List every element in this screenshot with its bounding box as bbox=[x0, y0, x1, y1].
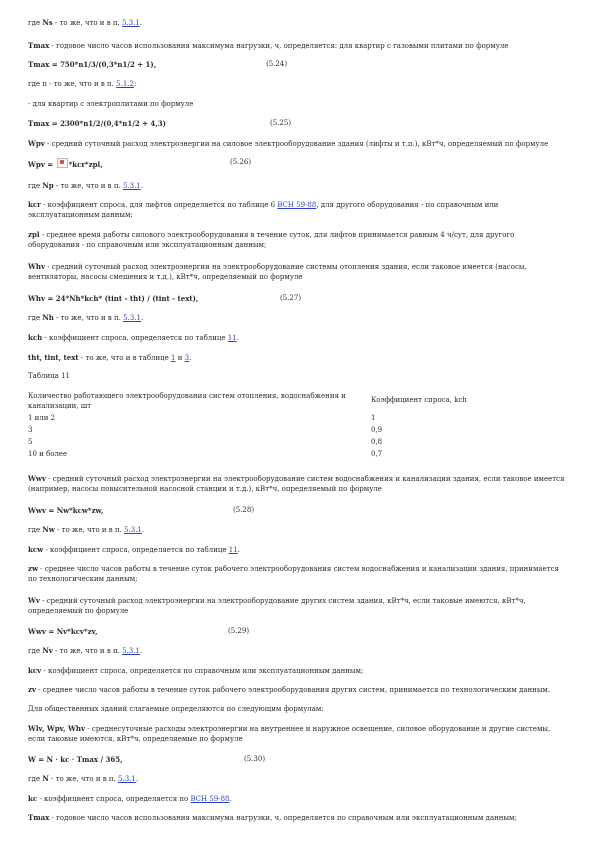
paragraph-whv-definition: Whv - средний суточный расход электроэнергии на электрооборудование системы отопления здания, если таковое имеется (насосы, вентиляторы, насосы смешения и т.д.), кВт*ч, определяемый по формуле bbox=[28, 262, 527, 281]
table-cell: 0,8 bbox=[371, 438, 383, 446]
link-5-3-1[interactable]: 5.3.1 bbox=[121, 19, 140, 27]
symbol-zpl: zpl bbox=[28, 230, 40, 239]
paragraph-n-reference: где n - то же, что и в п. 5.1.2; bbox=[28, 80, 137, 88]
paragraph-tmax-reference: Tmax - годовое число часов использования максимума нагрузки, ч, определяется по справочным или эксплуатационным данным; bbox=[28, 813, 517, 822]
link-table-11[interactable]: 11 bbox=[228, 546, 238, 554]
formula-text: W = N · kc · Tmax / 365, bbox=[28, 755, 123, 764]
symbol-wpv: Wpv bbox=[46, 724, 64, 733]
symbol-wv: Wv bbox=[28, 596, 40, 605]
formula-5-28 bbox=[28, 506, 568, 517]
formula-5-25 bbox=[28, 119, 568, 130]
paragraph-kcr-definition: kcr - коэффициент спроса, для лифтов определяется по таблице 6 ВСН 59-88, для другого оборудования - по справочным или эксплуатационным данным; bbox=[28, 200, 499, 219]
symbol-wwv: Wwv bbox=[28, 474, 46, 483]
symbol-kc: kc bbox=[28, 794, 38, 803]
symbol-wpv: Wpv bbox=[28, 139, 45, 148]
link-table-1[interactable]: 1 bbox=[171, 354, 176, 362]
table-cell: 10 и более bbox=[28, 450, 68, 458]
formula-text: Wwv = Nv*kcv*zv, bbox=[28, 627, 98, 636]
paragraph-kcw-definition: kcw - коэффициент спроса, определяется по таблице 11. bbox=[28, 545, 240, 554]
symbol-wl: Wl bbox=[28, 724, 39, 733]
formula-5-27 bbox=[28, 294, 568, 305]
table-cell: 5 bbox=[28, 438, 33, 446]
link-vsn-59-88[interactable]: ВСН 59-88 bbox=[190, 795, 230, 803]
paragraph-ns-reference: где Ns - то же, что и в п. 5.3.1. bbox=[28, 18, 143, 27]
formula-number: (5.24) bbox=[266, 60, 288, 68]
formula-5-30 bbox=[28, 755, 568, 766]
symbol-nw: Nw bbox=[42, 525, 55, 534]
formula-number: (5.25) bbox=[270, 119, 292, 127]
symbol-temperatures: tht, tint, text bbox=[28, 353, 79, 362]
paragraph-nw-reference: где Nw - то же, что и в п. 5.3.1. bbox=[28, 525, 145, 534]
paragraph-zw-definition: zw - среднее число часов работы в течение суток рабочего электрооборудования систем водоснабжения и канализации здания, принимается по технологическим данным; bbox=[28, 564, 559, 583]
paragraph-temperatures-reference: tht, tint, text - то же, что и в таблице 1 и 3. bbox=[28, 353, 192, 362]
link-table-11[interactable]: 11 bbox=[227, 334, 237, 342]
table-row bbox=[28, 426, 521, 438]
formula-5-24 bbox=[28, 60, 568, 71]
paragraph-zpl-definition: zpl - среднее время работы силового электрооборудования в течение суток, для лифтов принимается равным 4 ч/сут, для другого оборудования - по справочным или эксплуатационным данным; bbox=[28, 230, 515, 249]
paragraph-public-buildings: Для общественных зданий слагаемые определяются по следующим формулам: bbox=[28, 705, 324, 713]
paragraph-kch-definition: kch - коэффициент спроса, определяется по таблице 11. bbox=[28, 333, 239, 342]
table-caption: Таблица 11 bbox=[28, 372, 70, 380]
symbol-whv: Whv bbox=[28, 262, 46, 271]
link-5-3-1[interactable]: 5.3.1 bbox=[124, 526, 142, 534]
table-row bbox=[28, 450, 521, 462]
paragraph-tmax-definition: Tmax - годовое число часов использования максимума нагрузки, ч, определяется: для квартир с газовыми плитами по формуле bbox=[28, 41, 509, 50]
paragraph-n-reference: где N - то же, что и в п. 5.3.1. bbox=[28, 774, 139, 783]
table-header-row bbox=[28, 392, 521, 414]
symbol-ns: Ns bbox=[42, 18, 53, 27]
table-cell: 1 bbox=[371, 414, 376, 422]
symbol-tmax: Tmax bbox=[28, 41, 50, 50]
formula-5-26: Wpv = *kcr*zpl, (5.26) bbox=[28, 158, 252, 169]
link-5-3-1[interactable]: 5.3.1 bbox=[118, 775, 136, 783]
symbol-nv: Nv bbox=[42, 646, 53, 655]
paragraph-wv-definition: Wv - средний суточный расход электроэнергии на электрооборудование других систем здания, кВт*ч, если таковые имеются, кВт*ч, определяемый по формуле bbox=[28, 596, 526, 615]
paragraph-np-reference: где Np - то же, что и в п. 5.3.1. bbox=[28, 181, 143, 190]
formula-text: Tmax = 2300*n1/2/(0,4*n1/2 + 4,3) bbox=[28, 119, 166, 128]
formula-number: (5.28) bbox=[233, 506, 255, 514]
link-vsn-59-88[interactable]: ВСН 59-88 bbox=[277, 201, 317, 209]
table-cell: 1 или 2 bbox=[28, 414, 56, 422]
symbol-kcr: kcr bbox=[28, 200, 41, 209]
broken-image-icon bbox=[57, 158, 68, 168]
symbol-whv: Whv bbox=[68, 724, 86, 733]
paragraph-electric-stoves: - для квартир с электроплитами по формуле bbox=[28, 100, 194, 108]
symbol-zw: zw bbox=[28, 564, 39, 573]
table-row bbox=[28, 414, 521, 426]
paragraph-nh-reference: где Nh - то же, что и в п. 5.3.1. bbox=[28, 313, 144, 322]
formula-number: (5.30) bbox=[244, 755, 266, 763]
formula-text: Tmax = 750*n1/3/(0,3*n1/2 + 1), bbox=[28, 60, 157, 69]
table-cell: 0,9 bbox=[371, 426, 383, 434]
paragraph-wpv-definition: Wpv - средний суточный расход электроэнергии на силовое электрооборудование здания (лифты и т.п.), кВт*ч, определяемый по формуле bbox=[28, 139, 549, 148]
formula-5-29 bbox=[28, 627, 568, 638]
table-cell: 0,7 bbox=[371, 450, 383, 458]
formula-number: (5.29) bbox=[228, 627, 250, 635]
symbol-zv: zv bbox=[28, 685, 37, 694]
symbol-n: N bbox=[42, 774, 49, 783]
link-5-3-1[interactable]: 5.3.1 bbox=[122, 182, 141, 190]
link-5-1-2[interactable]: 5.1.2 bbox=[116, 80, 134, 88]
formula-number: (5.27) bbox=[280, 294, 302, 302]
paragraph-nv-reference: где Nv - то же, что и в п. 5.3.1. bbox=[28, 646, 143, 655]
symbol-kcv: kcv bbox=[28, 666, 42, 675]
formula-text: Whv = 24*Nh*kch* (tint - tht) / (tint - text), bbox=[28, 294, 199, 303]
paragraph-daily-consumption: Wlv, Wpv, Whv - среднесуточные расходы электроэнергии на внутреннее и наружное освещение, силовое оборудование и другие системы, если таковые имеются, кВт*ч, определяемые по формуле bbox=[28, 724, 551, 743]
symbol-kcw: kcw bbox=[28, 545, 44, 554]
table-11 bbox=[28, 392, 521, 462]
table-header-cell: Количество работающего электрооборудования систем отопления, водоснабжения и канализации, шт bbox=[28, 392, 346, 410]
formula-text: Wwv = Nw*kcw*zw, bbox=[28, 506, 104, 515]
paragraph-kcv-definition: kcv - коэффициент спроса, определяется по справочным или эксплуатационным данным; bbox=[28, 666, 364, 675]
table-cell: 3 bbox=[28, 426, 33, 434]
link-table-3[interactable]: 3 bbox=[184, 354, 190, 362]
paragraph-wwv-definition: Wwv - средний суточный расход электроэнергии на электрооборудование систем водоснабжения и канализации здания, если таковое имеется (например, насосы повысительной насосной станции и т.д.), кВт*ч, определяемый по формуле bbox=[28, 474, 565, 493]
link-5-3-1[interactable]: 5.3.1 bbox=[122, 647, 140, 655]
link-5-3-1[interactable]: 5.3.1 bbox=[123, 314, 141, 322]
formula-number: (5.26) bbox=[230, 158, 252, 166]
symbol-tmax: Tmax bbox=[28, 813, 50, 822]
symbol-np: Np bbox=[42, 181, 54, 190]
symbol-nh: Nh bbox=[42, 313, 54, 322]
paragraph-kc-definition: kc - коэффициент спроса, определяется по ВСН 59-88. bbox=[28, 794, 232, 803]
paragraph-zv-definition: zv - среднее число часов работы в течение суток рабочего электрооборудования других систем, принимается по технологическим данным. bbox=[28, 685, 551, 694]
symbol-kch: kch bbox=[28, 333, 43, 342]
table-header-cell: Коэффициент спроса, kch bbox=[371, 396, 467, 404]
table-row bbox=[28, 438, 521, 450]
